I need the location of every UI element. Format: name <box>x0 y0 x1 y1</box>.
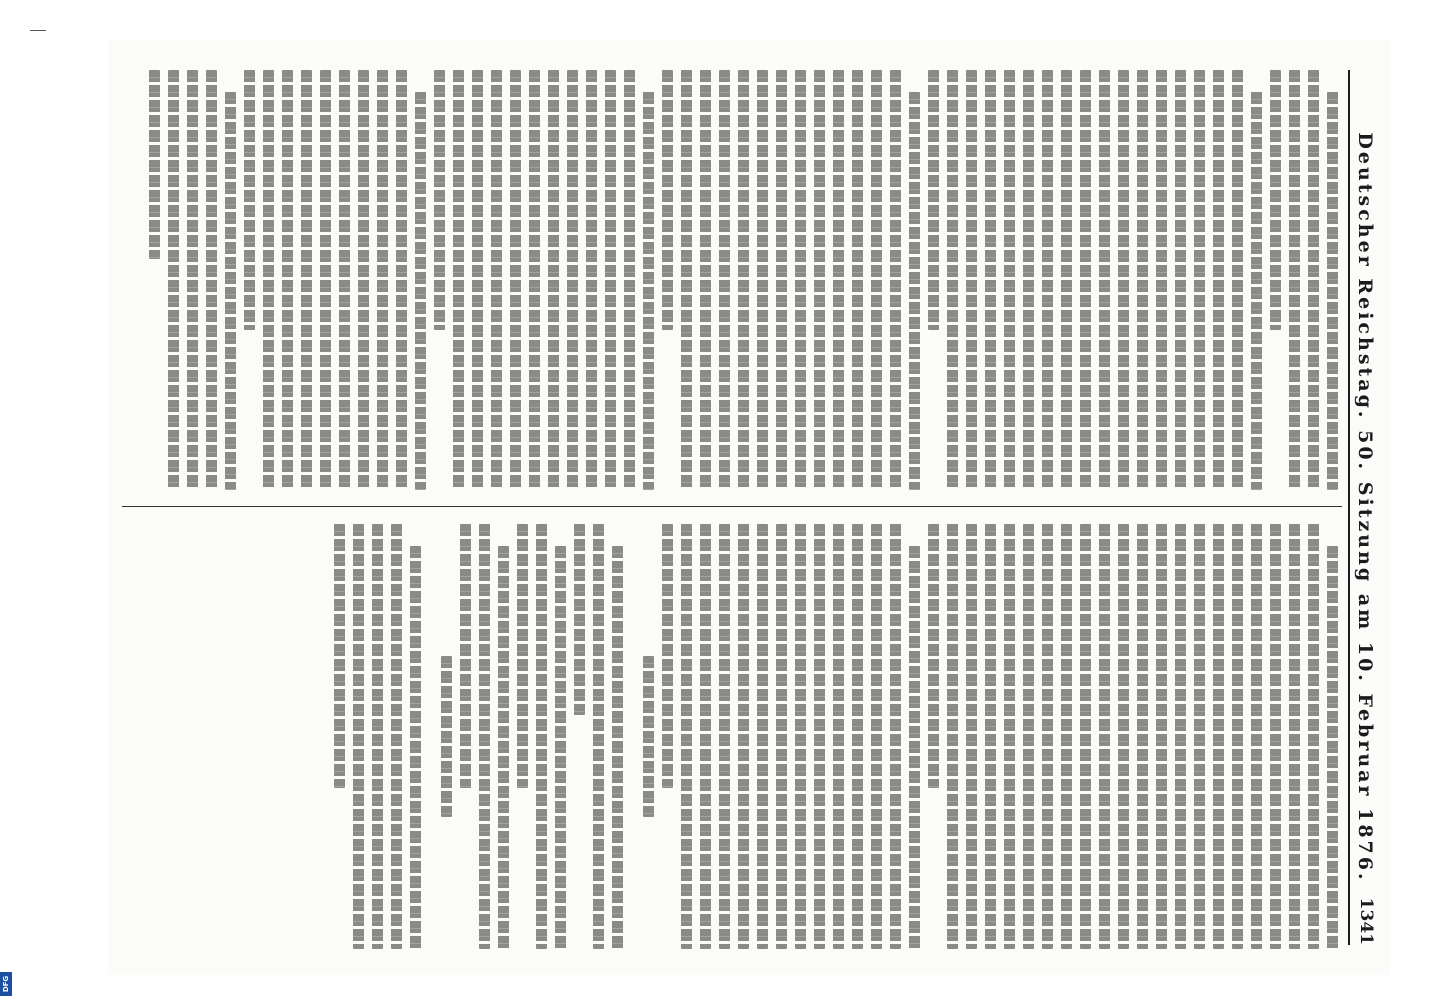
text-line-placeholder <box>353 524 364 949</box>
text-line-placeholder <box>1061 70 1072 490</box>
text-line-placeholder <box>1099 524 1110 949</box>
text-line-placeholder <box>871 70 882 490</box>
text-line-placeholder <box>833 70 844 490</box>
text-line-placeholder <box>719 524 730 949</box>
text-line-placeholder <box>410 546 421 949</box>
text-line-placeholder <box>1308 70 1319 490</box>
text-line-placeholder <box>643 656 654 818</box>
text-line-placeholder <box>1080 70 1091 490</box>
text-line-placeholder <box>548 70 559 490</box>
text-line-placeholder <box>586 70 597 490</box>
text-line-placeholder <box>966 70 977 490</box>
text-line-placeholder <box>1251 92 1262 490</box>
text-line-placeholder <box>985 70 996 490</box>
text-line-placeholder <box>517 524 528 788</box>
text-line-placeholder <box>833 524 844 949</box>
text-line-placeholder <box>624 70 635 490</box>
text-line-placeholder <box>700 70 711 490</box>
text-line-placeholder <box>1118 70 1129 490</box>
text-line-placeholder <box>643 92 654 490</box>
text-line-placeholder <box>966 524 977 949</box>
text-line-placeholder <box>1156 524 1167 949</box>
text-line-placeholder <box>1213 524 1224 949</box>
text-line-placeholder <box>377 70 388 490</box>
text-line-placeholder <box>814 524 825 949</box>
text-line-placeholder <box>1251 524 1262 949</box>
text-line-placeholder <box>947 70 958 490</box>
text-line-placeholder <box>206 70 217 490</box>
text-line-placeholder <box>700 524 711 949</box>
text-line-placeholder <box>1194 70 1205 490</box>
text-line-placeholder <box>909 92 920 490</box>
text-line-placeholder <box>187 70 198 490</box>
text-line-placeholder <box>795 524 806 949</box>
text-line-placeholder <box>1118 524 1129 949</box>
paragraph-gap <box>623 524 635 949</box>
page-number: 1341 <box>1356 897 1376 945</box>
text-line-placeholder <box>928 70 939 330</box>
text-line-placeholder <box>757 524 768 949</box>
text-line-placeholder <box>441 656 452 818</box>
text-line-placeholder <box>1194 524 1205 949</box>
text-line-placeholder <box>498 546 509 949</box>
digitization-credit-text <box>0 643 1 994</box>
text-line-placeholder <box>593 524 604 949</box>
text-line-placeholder <box>1023 70 1034 490</box>
text-line-placeholder <box>1270 70 1281 330</box>
text-line-placeholder <box>612 546 623 949</box>
text-line-placeholder <box>1232 70 1243 490</box>
text-line-placeholder <box>320 70 331 490</box>
column-divider <box>122 506 1342 507</box>
text-line-placeholder <box>334 524 345 788</box>
text-line-placeholder <box>681 70 692 490</box>
text-line-placeholder <box>738 524 749 949</box>
text-column-right <box>326 524 1338 949</box>
text-line-placeholder <box>1099 70 1110 490</box>
text-line-placeholder <box>1042 70 1053 490</box>
scan-corner-mark <box>30 30 46 31</box>
paragraph-gap <box>421 524 433 949</box>
text-line-placeholder <box>339 70 350 490</box>
text-line-placeholder <box>928 524 939 788</box>
text-line-placeholder <box>795 70 806 490</box>
text-line-placeholder <box>662 70 673 330</box>
text-line-placeholder <box>453 70 464 490</box>
text-line-placeholder <box>396 70 407 490</box>
dfg-logo-text: DFG <box>2 975 10 993</box>
dfg-logo <box>0 972 12 996</box>
text-line-placeholder <box>1137 70 1148 490</box>
text-line-placeholder <box>776 524 787 949</box>
text-line-placeholder <box>814 70 825 490</box>
text-line-placeholder <box>662 524 673 788</box>
text-line-placeholder <box>1080 524 1091 949</box>
text-line-placeholder <box>852 70 863 490</box>
text-line-placeholder <box>149 70 160 259</box>
text-line-placeholder <box>947 524 958 949</box>
text-line-placeholder <box>263 70 274 490</box>
text-line-placeholder <box>1308 524 1319 949</box>
text-line-placeholder <box>1232 524 1243 949</box>
text-line-placeholder <box>871 524 882 949</box>
text-line-placeholder <box>434 70 445 330</box>
text-line-placeholder <box>776 70 787 490</box>
text-line-placeholder <box>358 70 369 490</box>
text-line-placeholder <box>244 70 255 330</box>
text-line-placeholder <box>985 524 996 949</box>
text-line-placeholder <box>1042 524 1053 949</box>
text-line-placeholder <box>574 524 585 715</box>
text-line-placeholder <box>890 524 901 949</box>
text-line-placeholder <box>890 70 901 490</box>
text-line-placeholder <box>1327 92 1338 490</box>
text-line-placeholder <box>1061 524 1072 949</box>
text-line-placeholder <box>1327 546 1338 949</box>
text-line-placeholder <box>852 524 863 949</box>
text-line-placeholder <box>1004 70 1015 490</box>
running-head-title: Deutscher Reichstag. 50. Sitzung am 10. Februar 1876. <box>1354 132 1376 883</box>
running-head <box>1348 70 1376 945</box>
text-line-placeholder <box>301 70 312 490</box>
text-line-placeholder <box>1270 524 1281 949</box>
text-column-left <box>141 70 1338 490</box>
text-line-placeholder <box>1289 524 1300 949</box>
text-line-placeholder <box>605 70 616 490</box>
text-line-placeholder <box>391 524 402 949</box>
text-line-placeholder <box>909 546 920 949</box>
text-line-placeholder <box>1289 70 1300 490</box>
text-line-placeholder <box>479 524 490 949</box>
text-line-placeholder <box>1004 524 1015 949</box>
text-line-placeholder <box>1137 524 1148 949</box>
text-line-placeholder <box>1213 70 1224 490</box>
text-line-placeholder <box>1023 524 1034 949</box>
rotated-page-content <box>108 40 1390 975</box>
text-line-placeholder <box>1156 70 1167 490</box>
text-line-placeholder <box>491 70 502 490</box>
text-line-placeholder <box>510 70 521 490</box>
text-line-placeholder <box>738 70 749 490</box>
text-line-placeholder <box>1175 524 1186 949</box>
text-line-placeholder <box>681 524 692 949</box>
text-line-placeholder <box>415 92 426 490</box>
text-line-placeholder <box>529 70 540 490</box>
text-line-placeholder <box>567 70 578 490</box>
text-line-placeholder <box>372 524 383 949</box>
text-line-placeholder <box>536 524 547 949</box>
text-line-placeholder <box>719 70 730 490</box>
text-line-placeholder <box>472 70 483 490</box>
text-line-placeholder <box>460 524 471 788</box>
text-line-placeholder <box>757 70 768 490</box>
text-line-placeholder <box>225 92 236 490</box>
text-line-placeholder <box>168 70 179 490</box>
text-line-placeholder <box>555 546 566 949</box>
text-line-placeholder <box>1175 70 1186 490</box>
text-line-placeholder <box>282 70 293 490</box>
